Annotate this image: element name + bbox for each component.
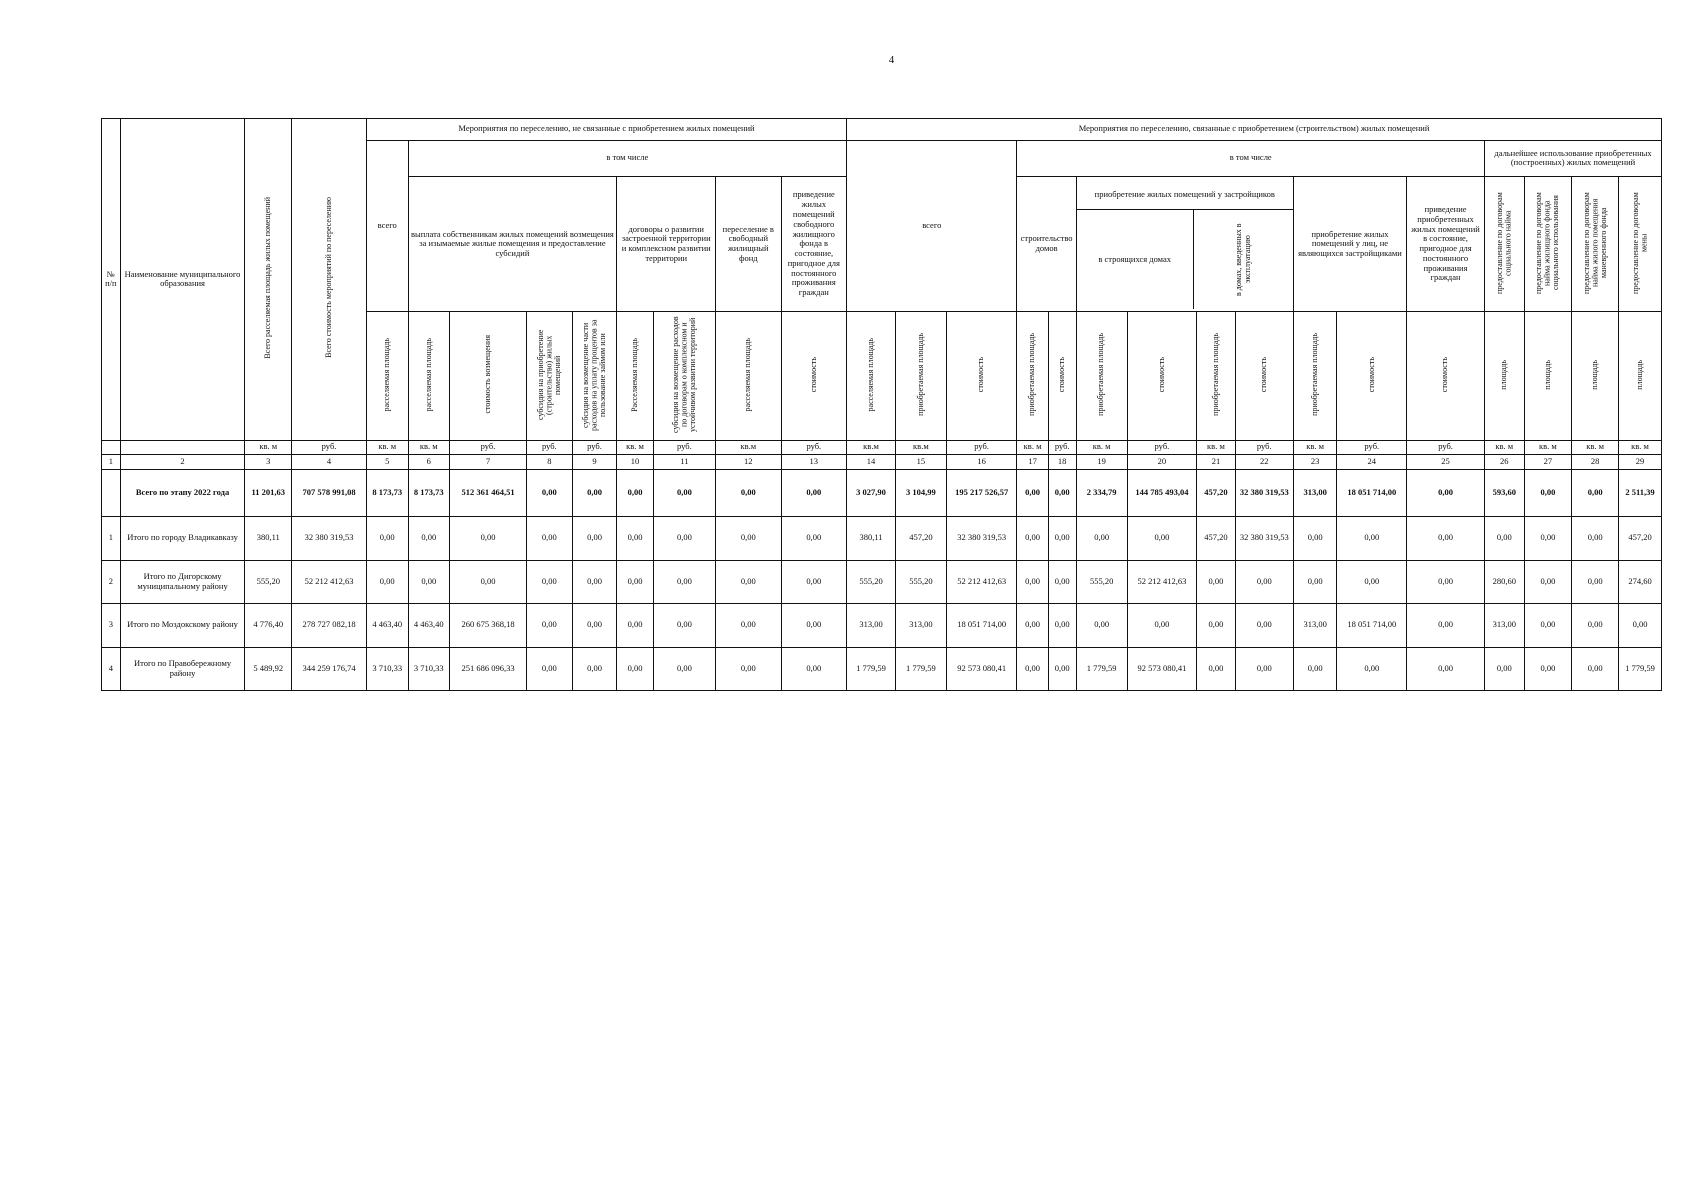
unit-cell: кв. м <box>1524 440 1572 454</box>
unit-cell: руб. <box>781 440 847 454</box>
value-cell: 11 201,63 <box>245 469 292 517</box>
value-cell: 555,20 <box>847 560 896 603</box>
value-cell: 1 779,59 <box>847 647 896 691</box>
column-number: 17 <box>1017 455 1048 470</box>
value-cell: 0,00 <box>1197 560 1235 603</box>
value-cell: 0,00 <box>781 469 847 517</box>
column-number: 29 <box>1619 455 1662 470</box>
subheader-c21: приобретаемая площадь <box>1197 312 1235 440</box>
value-cell: 0,00 <box>1127 517 1197 560</box>
group-header-purchase: Мероприятия по переселению, связанные с приобретением (строительством) жилых помещений <box>847 119 1662 141</box>
value-cell: 0,00 <box>781 647 847 691</box>
value-cell: 0,00 <box>1407 517 1485 560</box>
subheader-c20: стоимость <box>1127 312 1197 440</box>
value-cell: 4 776,40 <box>245 604 292 647</box>
value-cell: 0,00 <box>1048 560 1076 603</box>
value-cell: 32 380 319,53 <box>946 517 1017 560</box>
value-cell: 457,20 <box>1619 517 1662 560</box>
value-cell: 0,00 <box>1048 647 1076 691</box>
value-cell: 18 051 714,00 <box>946 604 1017 647</box>
unit-cell: кв. м <box>1619 440 1662 454</box>
value-cell: 0,00 <box>1619 604 1662 647</box>
value-cell: 0,00 <box>716 517 781 560</box>
value-cell: 0,00 <box>653 469 715 517</box>
value-cell: 0,00 <box>1076 604 1127 647</box>
value-cell: 0,00 <box>716 560 781 603</box>
subheader-c10: Расселяемая площадь <box>617 312 653 440</box>
value-cell: 0,00 <box>526 469 572 517</box>
value-cell: 555,20 <box>895 560 946 603</box>
value-cell: 0,00 <box>1197 604 1235 647</box>
value-cell: 0,00 <box>1048 517 1076 560</box>
subheader-c29: площадь <box>1619 312 1662 440</box>
unit-cell: кв. м <box>617 440 653 454</box>
value-cell: 0,00 <box>1572 604 1619 647</box>
column-number: 3 <box>245 455 292 470</box>
row-name: Итого по Правобережному району <box>120 647 245 691</box>
subheader-c24: стоимость <box>1337 312 1407 440</box>
unit-cell: руб. <box>1127 440 1197 454</box>
value-cell: 144 785 493,04 <box>1127 469 1197 517</box>
value-cell: 260 675 368,18 <box>450 604 527 647</box>
value-cell: 0,00 <box>526 647 572 691</box>
column-number: 13 <box>781 455 847 470</box>
value-cell: 0,00 <box>572 469 617 517</box>
unit-cell: руб. <box>1337 440 1407 454</box>
value-cell: 313,00 <box>1485 604 1524 647</box>
subheader-c27: площадь <box>1524 312 1572 440</box>
header-priobretenie-nezastr: приобретение жилых помещений у лиц, не являющихся застройщиками <box>1293 176 1406 312</box>
column-number: 18 <box>1048 455 1076 470</box>
value-cell: 0,00 <box>1048 469 1076 517</box>
column-number-row <box>102 455 1662 470</box>
subheader-c28: площадь <box>1572 312 1619 440</box>
unit-cell: руб. <box>572 440 617 454</box>
row-number: 2 <box>102 560 121 603</box>
value-cell: 0,00 <box>1337 560 1407 603</box>
value-cell: 3 710,33 <box>408 647 450 691</box>
total-row <box>102 469 1662 517</box>
unit-cell: кв. м <box>408 440 450 454</box>
value-cell: 0,00 <box>366 517 408 560</box>
value-cell: 0,00 <box>1337 517 1407 560</box>
subheader-c11: субсидия на возмещение расходов по договорам о комплексном и устойчивом развитии территорий <box>653 312 715 440</box>
value-cell: 0,00 <box>526 604 572 647</box>
header-v-domakh-vvedennykh: в домах, введенных в эксплуатацию <box>1234 223 1253 296</box>
units-row <box>102 440 1662 454</box>
value-cell: 32 380 319,53 <box>1235 517 1293 560</box>
column-number: 25 <box>1407 455 1485 470</box>
unit-cell: руб. <box>946 440 1017 454</box>
value-cell: 0,00 <box>617 469 653 517</box>
header-pereselenie: переселение в свободный жилищный фонд <box>716 176 781 312</box>
column-number: 23 <box>1293 455 1337 470</box>
subheader-c18: стоимость <box>1048 312 1076 440</box>
value-cell: 0,00 <box>1076 517 1127 560</box>
value-cell: 0,00 <box>1524 517 1572 560</box>
unit-cell: кв. м <box>1572 440 1619 454</box>
value-cell: 707 578 991,08 <box>292 469 367 517</box>
value-cell: 52 212 412,63 <box>1127 560 1197 603</box>
subheader-c25: стоимость <box>1407 312 1485 440</box>
row-name: Итого по Дигорскому муниципальному району <box>120 560 245 603</box>
value-cell: 0,00 <box>1524 604 1572 647</box>
value-cell: 2 334,79 <box>1076 469 1127 517</box>
column-number: 7 <box>450 455 527 470</box>
value-cell: 0,00 <box>617 604 653 647</box>
unit-cell: кв. м <box>1485 440 1524 454</box>
value-cell: 0,00 <box>1017 647 1048 691</box>
value-cell: 32 380 319,53 <box>292 517 367 560</box>
row-name: Итого по Моздокскому району <box>120 604 245 647</box>
value-cell: 278 727 082,18 <box>292 604 367 647</box>
table-body <box>102 469 1662 690</box>
row-name: Всего по этапу 2022 года <box>120 469 245 517</box>
header-dogovory: договоры о развитии застроенной территории и комплексном развитии территории <box>617 176 716 312</box>
value-cell: 0,00 <box>526 560 572 603</box>
subheader-c22: стоимость <box>1235 312 1293 440</box>
value-cell: 0,00 <box>653 647 715 691</box>
column-number: 22 <box>1235 455 1293 470</box>
unit-cell: руб. <box>1235 440 1293 454</box>
value-cell: 0,00 <box>1235 647 1293 691</box>
unit-cell: кв. м <box>366 440 408 454</box>
value-cell: 251 686 096,33 <box>450 647 527 691</box>
unit-cell: кв. м <box>1293 440 1337 454</box>
header-privedenie-a: приведение жилых помещений свободного жилищного фонда в состояние, пригодное для постоянного проживания граждан <box>781 176 847 312</box>
value-cell: 18 051 714,00 <box>1337 604 1407 647</box>
value-cell: 0,00 <box>653 560 715 603</box>
value-cell: 313,00 <box>1293 604 1337 647</box>
value-cell: 1 779,59 <box>895 647 946 691</box>
column-number: 21 <box>1197 455 1235 470</box>
column-number: 28 <box>1572 455 1619 470</box>
header-v-stroyashchikhsya: в строящихся домах <box>1077 210 1194 309</box>
value-cell: 0,00 <box>1293 560 1337 603</box>
value-cell: 0,00 <box>617 560 653 603</box>
table-row <box>102 517 1662 560</box>
column-number: 10 <box>617 455 653 470</box>
unit-cell: руб. <box>1407 440 1485 454</box>
value-cell: 0,00 <box>1235 560 1293 603</box>
unit-cell: руб. <box>526 440 572 454</box>
value-cell: 0,00 <box>450 560 527 603</box>
value-cell: 0,00 <box>1572 560 1619 603</box>
value-cell: 0,00 <box>572 604 617 647</box>
column-number: 6 <box>408 455 450 470</box>
value-cell: 0,00 <box>653 604 715 647</box>
column-number: 27 <box>1524 455 1572 470</box>
column-number: 4 <box>292 455 367 470</box>
value-cell: 0,00 <box>526 517 572 560</box>
subheader-c12: расселяемая площадь <box>716 312 781 440</box>
row-name: Итого по городу Владикавказу <box>120 517 245 560</box>
value-cell: 0,00 <box>653 517 715 560</box>
row-number: 1 <box>102 517 121 560</box>
row-number: 3 <box>102 604 121 647</box>
page-number: 4 <box>888 54 895 66</box>
value-cell: 0,00 <box>1127 604 1197 647</box>
subheader-c13: стоимость <box>781 312 847 440</box>
subheader-c7: стоимость возмещения <box>450 312 527 440</box>
header-vsego-a: всего <box>366 140 408 312</box>
column-number: 5 <box>366 455 408 470</box>
subheader-c16: стоимость <box>946 312 1017 440</box>
row-number <box>102 469 121 517</box>
value-cell: 0,00 <box>572 647 617 691</box>
unit-cell: кв. м <box>1017 440 1048 454</box>
value-cell: 0,00 <box>1017 604 1048 647</box>
unit-cell: руб. <box>450 440 527 454</box>
value-cell: 0,00 <box>1293 517 1337 560</box>
value-cell: 0,00 <box>572 517 617 560</box>
unit-cell: кв. м <box>1197 440 1235 454</box>
unit-cell: руб. <box>292 440 367 454</box>
value-cell: 92 573 080,41 <box>946 647 1017 691</box>
column-number: 1 <box>102 455 121 470</box>
value-cell: 0,00 <box>1017 517 1048 560</box>
value-cell: 4 463,40 <box>366 604 408 647</box>
value-cell: 457,20 <box>1197 517 1235 560</box>
value-cell: 0,00 <box>1407 469 1485 517</box>
value-cell: 52 212 412,63 <box>292 560 367 603</box>
header-vsego-b: всего <box>847 140 1017 312</box>
value-cell: 0,00 <box>450 517 527 560</box>
value-cell: 313,00 <box>1293 469 1337 517</box>
header-d1: предоставление по договорам социального найма <box>1485 176 1524 312</box>
value-cell: 0,00 <box>408 517 450 560</box>
header-priobretenie-zastr <box>1076 176 1293 312</box>
value-cell: 0,00 <box>781 517 847 560</box>
column-number: 11 <box>653 455 715 470</box>
value-cell: 8 173,73 <box>366 469 408 517</box>
value-cell: 3 710,33 <box>366 647 408 691</box>
unit-cell: руб. <box>653 440 715 454</box>
value-cell: 0,00 <box>617 647 653 691</box>
value-cell: 0,00 <box>1524 647 1572 691</box>
column-number: 15 <box>895 455 946 470</box>
value-cell: 0,00 <box>1407 647 1485 691</box>
value-cell: 0,00 <box>1337 647 1407 691</box>
value-cell: 555,20 <box>245 560 292 603</box>
header-privedenie-b: приведение приобретенных жилых помещений в состояние, пригодное для постоянного проживания граждан <box>1407 176 1485 312</box>
value-cell: 3 104,99 <box>895 469 946 517</box>
col-header-total-cost: Всего стоимость мероприятий по переселению <box>292 119 367 441</box>
header-d2: предоставление по договорам найма жилищного фонда социального использования <box>1524 176 1572 312</box>
subheader-c5: расселяемая площадь <box>366 312 408 440</box>
subheader-c26: площадь <box>1485 312 1524 440</box>
value-cell: 4 463,40 <box>408 604 450 647</box>
column-number: 8 <box>526 455 572 470</box>
value-cell: 0,00 <box>1017 560 1048 603</box>
value-cell: 313,00 <box>895 604 946 647</box>
unit-cell: кв.м <box>716 440 781 454</box>
value-cell: 457,20 <box>1197 469 1235 517</box>
subheader-c8: субсидия на приобретение (строительство) жилых помещений <box>526 312 572 440</box>
col-header-num: № п/п <box>102 119 121 441</box>
value-cell: 0,00 <box>1524 560 1572 603</box>
value-cell: 0,00 <box>1197 647 1235 691</box>
value-cell: 0,00 <box>366 560 408 603</box>
subheader-c17: приобретаемая площадь <box>1017 312 1048 440</box>
value-cell: 92 573 080,41 <box>1127 647 1197 691</box>
value-cell: 8 173,73 <box>408 469 450 517</box>
value-cell: 457,20 <box>895 517 946 560</box>
unit-cell: руб. <box>1048 440 1076 454</box>
value-cell: 0,00 <box>1485 517 1524 560</box>
value-cell: 274,60 <box>1619 560 1662 603</box>
value-cell: 0,00 <box>716 647 781 691</box>
row-number: 4 <box>102 647 121 691</box>
value-cell: 0,00 <box>1572 469 1619 517</box>
table-row <box>102 560 1662 603</box>
value-cell: 0,00 <box>781 560 847 603</box>
subheader-c15: приобретаемая площадь <box>895 312 946 440</box>
value-cell: 0,00 <box>572 560 617 603</box>
value-cell: 1 779,59 <box>1619 647 1662 691</box>
value-cell: 313,00 <box>847 604 896 647</box>
column-number: 20 <box>1127 455 1197 470</box>
unit-cell: кв.м <box>895 440 946 454</box>
value-cell: 0,00 <box>716 469 781 517</box>
header-v-tom-chisle-b: в том числе <box>1017 140 1485 176</box>
subheader-c14: расселяемая площадь <box>847 312 896 440</box>
column-number: 26 <box>1485 455 1524 470</box>
group-header-not-purchase: Мероприятия по переселению, не связанные с приобретением жилых помещений <box>366 119 846 141</box>
value-cell: 0,00 <box>1572 647 1619 691</box>
table-row <box>102 604 1662 647</box>
subheader-c6: расселяемая площадь <box>408 312 450 440</box>
value-cell: 2 511,39 <box>1619 469 1662 517</box>
unit-cell: кв. м <box>1076 440 1127 454</box>
value-cell: 512 361 464,51 <box>450 469 527 517</box>
value-cell: 0,00 <box>716 604 781 647</box>
unit-cell: кв.м <box>847 440 896 454</box>
value-cell: 32 380 319,53 <box>1235 469 1293 517</box>
col-header-name: Наименование муниципального образования <box>120 119 245 441</box>
header-stroitelstvo: строительство домов <box>1017 176 1076 312</box>
value-cell: 195 217 526,57 <box>946 469 1017 517</box>
value-cell: 0,00 <box>1048 604 1076 647</box>
header-dalneyshee: дальнейшее использование приобретенных (построенных) жилых помещений <box>1485 140 1662 176</box>
column-number: 14 <box>847 455 896 470</box>
value-cell: 18 051 714,00 <box>1337 469 1407 517</box>
value-cell: 5 489,92 <box>245 647 292 691</box>
value-cell: 0,00 <box>1293 647 1337 691</box>
column-number: 16 <box>946 455 1017 470</box>
value-cell: 52 212 412,63 <box>946 560 1017 603</box>
value-cell: 0,00 <box>1407 604 1485 647</box>
value-cell: 0,00 <box>1235 604 1293 647</box>
column-number: 9 <box>572 455 617 470</box>
value-cell: 1 779,59 <box>1076 647 1127 691</box>
column-number: 12 <box>716 455 781 470</box>
value-cell: 0,00 <box>617 517 653 560</box>
value-cell: 0,00 <box>1485 647 1524 691</box>
header-d4: предоставление по договорам мены <box>1619 176 1662 312</box>
value-cell: 0,00 <box>1407 560 1485 603</box>
col-header-total-area: Всего расселяемая площадь жилых помещений <box>245 119 292 441</box>
column-number: 24 <box>1337 455 1407 470</box>
value-cell: 380,11 <box>847 517 896 560</box>
value-cell: 3 027,90 <box>847 469 896 517</box>
value-cell: 0,00 <box>1572 517 1619 560</box>
unit-cell: кв. м <box>245 440 292 454</box>
value-cell: 593,60 <box>1485 469 1524 517</box>
subheader-c23: приобретаемая площадь <box>1293 312 1337 440</box>
resettlement-table <box>101 118 1662 691</box>
table-row <box>102 647 1662 691</box>
value-cell: 0,00 <box>1017 469 1048 517</box>
subheader-c9: субсидия на возмещение части расходов на уплату процентов за пользование займом или <box>572 312 617 440</box>
value-cell: 0,00 <box>1524 469 1572 517</box>
value-cell: 344 259 176,74 <box>292 647 367 691</box>
subheader-c19: приобретаемая площадь <box>1076 312 1127 440</box>
header-v-tom-chisle-a: в том числе <box>408 140 847 176</box>
value-cell: 0,00 <box>781 604 847 647</box>
column-number: 2 <box>120 455 245 470</box>
value-cell: 0,00 <box>408 560 450 603</box>
header-d3: предоставление по договорам найма жилого помещения маневренного фонда <box>1572 176 1619 312</box>
value-cell: 280,60 <box>1485 560 1524 603</box>
value-cell: 380,11 <box>245 517 292 560</box>
column-number: 19 <box>1076 455 1127 470</box>
value-cell: 555,20 <box>1076 560 1127 603</box>
header-priobretenie-zastr-label: приобретение жилых помещений у застройщиков <box>1077 179 1293 210</box>
header-vyplata: выплата собственникам жилых помещений возмещения за изымаемые жилые помещения и предоставление субсидий <box>408 176 617 312</box>
